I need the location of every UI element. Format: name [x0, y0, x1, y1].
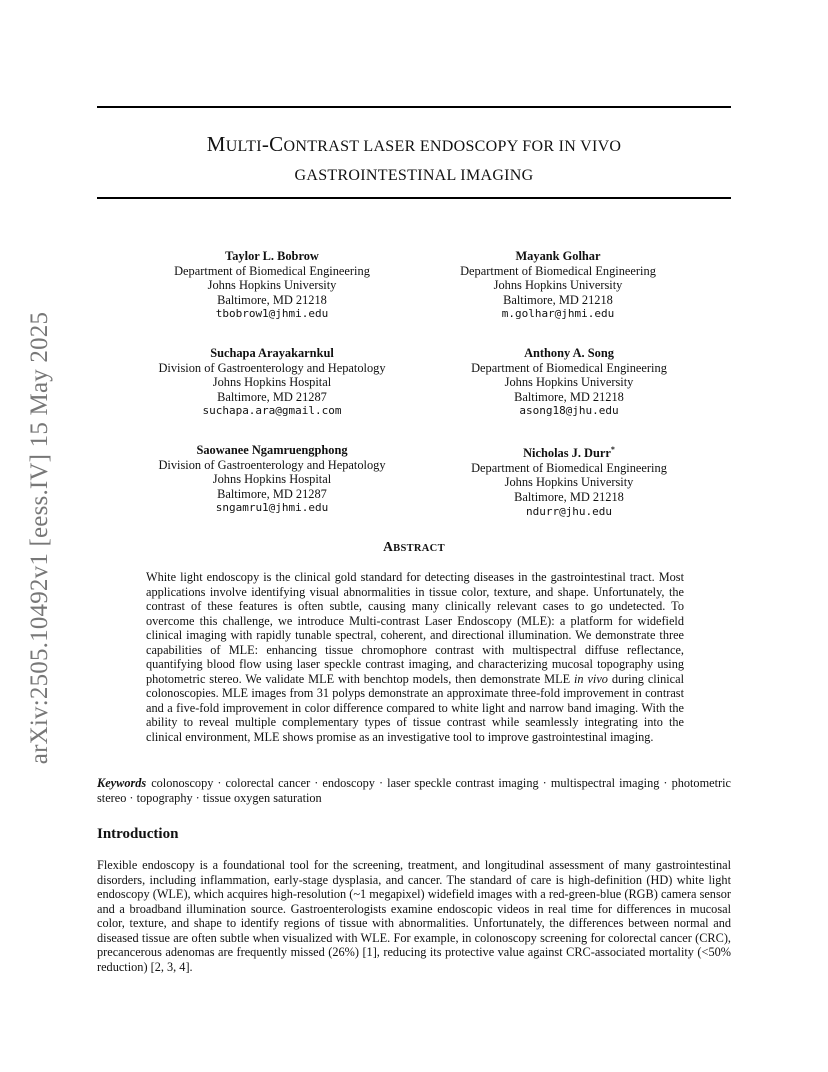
- author-institution: Johns Hopkins Hospital: [212, 375, 332, 390]
- author-email[interactable]: ndurr@jhu.edu: [525, 504, 613, 518]
- title-line-1: MULTI-CONTRAST LASER ENDOSCOPY FOR IN VIVO: [206, 132, 622, 156]
- keywords: [97, 776, 731, 806]
- corresponding-author-marker: *: [610, 445, 615, 454]
- author-email[interactable]: suchapa.ara@gmail.com: [202, 404, 342, 418]
- paper-title: [97, 130, 731, 190]
- author-block-6: [434, 443, 704, 519]
- author-affiliation: Division of Gastroenterology and Hepatology: [158, 457, 386, 472]
- author-block-2: [423, 249, 693, 322]
- author-affiliation: Department of Biomedical Engineering: [174, 263, 370, 278]
- author-email[interactable]: asong18@jhu.edu: [519, 404, 619, 418]
- author-address: Baltimore, MD 21218: [217, 292, 327, 307]
- author-email[interactable]: m.golhar@jhmi.edu: [501, 307, 615, 321]
- author-name: Mayank Golhar: [515, 249, 601, 263]
- author-block-4: [434, 346, 704, 419]
- arxiv-stamp: arXiv:2505.10492v1 [eess.IV] 15 May 2025: [26, 311, 53, 764]
- author-email[interactable]: tbobrow1@jhmi.edu: [215, 307, 329, 321]
- author-institution: Johns Hopkins Hospital: [212, 472, 332, 487]
- author-name: Anthony A. Song: [524, 346, 614, 360]
- author-name: Suchapa Arayakarnkul: [210, 346, 334, 360]
- author-affiliation: Department of Biomedical Engineering: [471, 460, 667, 475]
- author-institution: Johns Hopkins University: [493, 278, 623, 293]
- abstract-text: White light endoscopy is the clinical gold standard for detecting diseases in the gastrointestinal tract. Most applications involve identifying visual abnormalities in tissue color, texture, and shape. Unfortunately, the contrast of these features is often subtle, causing many clinically relevant cases to go undetected. To overcome this challenge, we introduce Multi-contrast Laser Endoscopy (MLE): a platform for widefield clinical imaging with rapidly tunable spectral, coherent, and directional illumination. We demonstrate three capabilities of MLE: enhancing tissue chromophore contrast with multispectral diffuse reflectance, quantifying blood flow using laser speckle contrast imaging, and characterizing mucosal topography using photometric stereo. We validate MLE with benchtop models, then demonstrate MLE in vivo during clinical colonoscopies. MLE images from 31 polyps demonstrate an approximate three-fold improvement in contrast and a five-fold improvement in color difference compared to white light and narrow band imaging. With the ability to reveal multiple complementary types of tissue contrast while seamlessly integrating into the clinical environment, MLE shows promise as an investigative tool to improve gastrointestinal imaging.: [146, 570, 685, 745]
- introduction-text: Flexible endoscopy is a foundational tool for the screening, treatment, and longitudinal assessment of many gastrointestinal disorders, including inflammation, early-stage dysplasia, and cancer. The standard of care is high-definition (HD) white light endoscopy (WLE), which acquires high-resolution (~1 megapixel) widefield images with a red-green-blue (RGB) camera sensor and a broadband illumination source. Gastroenterologists examine endoscopic videos in real time for differences in mucosal color, texture, and shape to identify regions of tissue with abnormalities. Unfortunately, the differences between normal and diseased tissue are often subtle when visualized with WLE. For example, in colonoscopy screening for colorectal cancer (CRC), precancerous adenomas are frequently missed (26%) [1], reducing its protective value against CRC-associated mortality (<50% reduction) [2, 3, 4].: [97, 858, 731, 974]
- author-block-3: [137, 346, 407, 419]
- abstract-heading: ABSTRACT: [383, 539, 445, 554]
- keywords-list: colonoscopy · colorectal cancer · endoscopy · laser speckle contrast imaging · multispectral imaging · photometric stereo · topography · tissue oxygen saturation: [97, 776, 731, 805]
- author-block-1: [137, 249, 407, 322]
- author-block-5: [137, 443, 407, 516]
- author-name: Taylor L. Bobrow: [225, 249, 319, 263]
- introduction-heading: Introduction: [97, 826, 179, 842]
- author-affiliation: Department of Biomedical Engineering: [460, 263, 656, 278]
- author-institution: Johns Hopkins University: [504, 375, 634, 390]
- author-affiliation: Department of Biomedical Engineering: [471, 360, 667, 375]
- keywords-label: Keywords: [97, 776, 147, 790]
- author-address: Baltimore, MD 21218: [503, 292, 613, 307]
- author-institution: Johns Hopkins University: [504, 475, 634, 490]
- author-address: Baltimore, MD 21287: [217, 486, 327, 501]
- author-address: Baltimore, MD 21218: [514, 389, 624, 404]
- author-affiliation: Division of Gastroenterology and Hepatology: [158, 360, 386, 375]
- title-rule-top: [97, 106, 731, 108]
- author-address: Baltimore, MD 21218: [514, 489, 624, 504]
- author-address: Baltimore, MD 21287: [217, 389, 327, 404]
- author-institution: Johns Hopkins University: [207, 278, 337, 293]
- author-name: Saowanee Ngamruengphong: [196, 443, 348, 457]
- author-email[interactable]: sngamru1@jhmi.edu: [215, 501, 329, 515]
- author-name: Nicholas J. Durr*: [523, 445, 615, 461]
- title-line-2: GASTROINTESTINAL IMAGING: [294, 167, 534, 184]
- title-rule-bottom: [97, 197, 731, 199]
